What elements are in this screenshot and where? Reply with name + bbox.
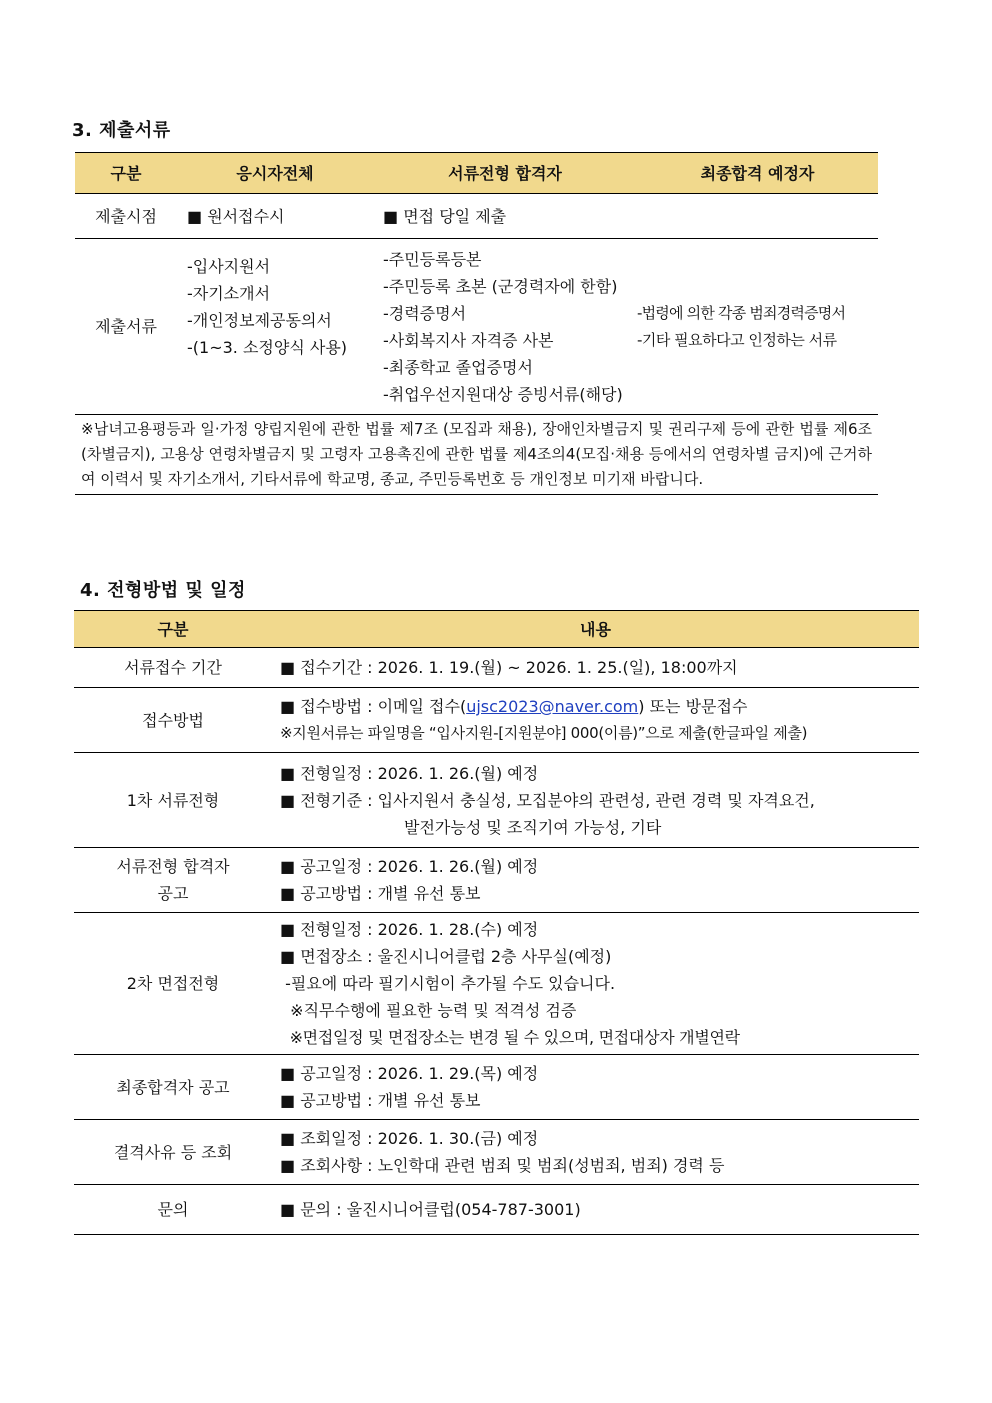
row-content: [272, 1185, 919, 1235]
cell-final-time: [637, 194, 878, 239]
list-item: -최종학교 졸업증명서: [383, 357, 533, 377]
table-row: [74, 753, 919, 848]
table-row: [74, 1185, 919, 1235]
list-item: ■ 조회일정 : 2026. 1. 30.(금) 예정: [280, 1129, 539, 1148]
list-item: ■ 전형기준 : 입사지원서 충실성, 모집분야의 관련성, 관련 경력 및 자격요건,: [280, 790, 815, 810]
list-item: ■ 조회사항 : 노인학대 관련 범죄 및 범죄(성범죄, 범죄) 경력 등: [280, 1156, 725, 1175]
list-item: -법령에 의한 각종 범죄경력증명서: [637, 303, 846, 322]
list-item: -입사지원서: [187, 257, 271, 276]
list-item: ※지원서류는 파일명을 “입사지원-[지원분야] 000(이름)”으로 제출(한글파일 제출): [280, 724, 808, 742]
table-row: [74, 648, 919, 688]
row-content: [272, 753, 919, 848]
table-row: [75, 194, 878, 239]
row-label-disqualification-check: 결격사유 등 조회: [74, 1120, 272, 1185]
row-label-inquiry: 문의: [74, 1185, 272, 1235]
row-content: [272, 1120, 919, 1185]
row-label-interview: 2차 면접전형: [74, 913, 272, 1055]
list-item: -자기소개서: [187, 284, 271, 303]
documents-table-header: [75, 153, 878, 194]
method-prefix: ■ 접수방법 : 이메일 접수(: [280, 697, 467, 716]
schedule-table-header: [74, 611, 919, 648]
list-item: ■ 전형일정 : 2026. 1. 26.(월) 예정: [280, 763, 539, 783]
row-content: [272, 648, 919, 688]
header-all-applicants: 응시자전체: [177, 153, 373, 194]
list-item: -경력증명서: [383, 303, 467, 323]
list-item: -개인정보제공동의서: [187, 311, 332, 330]
list-item: ■ 문의 : 울진시니어클럽(054-787-3001): [280, 1200, 581, 1219]
header-category: 구분: [74, 611, 272, 648]
row-label-document-pass-notice: [74, 848, 272, 913]
row-content: [272, 848, 919, 913]
label-line: 공고: [157, 884, 189, 903]
row-content: [272, 1055, 919, 1120]
section3-title: 3. 제출서류: [72, 120, 171, 141]
row-label-submission-time: 제출시점: [75, 194, 177, 239]
list-item: -주민등록 초본 (군경력자에 한함): [383, 276, 618, 296]
cell-docpass-documents: [373, 239, 637, 415]
row-label-application-method: 접수방법: [74, 688, 272, 753]
section4-title: 4. 전형방법 및 일정: [80, 580, 246, 601]
list-item: ■ 공고방법 : 개별 유선 통보: [280, 1091, 481, 1110]
list-item: ■ 공고일정 : 2026. 1. 29.(목) 예정: [280, 1064, 539, 1083]
privacy-note: ※남녀고용평등과 일·가정 양립지원에 관한 법률 제7조 (모집과 채용), 장애인차별금지 및 권리구제 등에 관한 법률 제6조(차별금지), 고용상 연령차별금지 및 고령자 고용촉진에 관한 법률 제4조의4(모집·채용 등에서의 연령차별 금지)에 근거하여 이력서 및 자기소개서, 기타서류에 학교명, 종교, 주민등록번호 등 개인정보 미기재 바랍니다.: [75, 415, 878, 495]
email-link[interactable]: ujsc2023@naver.com: [466, 697, 639, 716]
row-content: [272, 913, 919, 1055]
table-row: [74, 848, 919, 913]
list-item: [280, 693, 919, 720]
cell-all-time: ■ 원서접수시: [177, 194, 373, 239]
table-row: [75, 415, 878, 495]
header-document-pass: 서류전형 합격자: [373, 153, 637, 194]
schedule-table: [74, 610, 919, 1235]
header-category: 구분: [75, 153, 177, 194]
documents-table: [75, 152, 878, 495]
list-item: ■ 공고일정 : 2026. 1. 26.(월) 예정: [280, 857, 539, 876]
list-item: ■ 접수기간 : 2026. 1. 19.(월) ~ 2026. 1. 25.(일), 18:00까지: [280, 658, 738, 677]
row-label-final-notice: 최종합격자 공고: [74, 1055, 272, 1120]
list-item: -(1~3. 소정양식 사용): [187, 338, 348, 357]
list-item: ■ 공고방법 : 개별 유선 통보: [280, 884, 481, 903]
table-row: [74, 688, 919, 753]
list-item: ■ 전형일정 : 2026. 1. 28.(수) 예정: [280, 920, 539, 939]
label-line: 서류전형 합격자: [116, 857, 230, 876]
list-item: -사회복지사 자격증 사본: [383, 330, 554, 350]
table-row: [74, 1055, 919, 1120]
header-content: 내용: [272, 611, 919, 648]
method-suffix: ) 또는 방문접수: [638, 697, 748, 716]
cell-docpass-time: ■ 면접 당일 제출: [373, 194, 637, 239]
list-item: -기타 필요하다고 인정하는 서류: [637, 330, 837, 349]
header-final-candidates: 최종합격 예정자: [637, 153, 878, 194]
list-item: ■ 면접장소 : 울진시니어클럽 2층 사무실(예정): [280, 947, 612, 966]
list-item: -주민등록등본: [383, 249, 482, 269]
cell-all-documents: [177, 239, 373, 415]
list-item: ※면접일정 및 면접장소는 변경 될 수 있으며, 면접대상자 개별연락: [280, 1028, 740, 1047]
row-label-documents: 제출서류: [75, 239, 177, 415]
list-item: -취업우선지원대상 증빙서류(해당): [383, 384, 623, 404]
row-label-first-screening: 1차 서류전형: [74, 753, 272, 848]
list-item: 발전가능성 및 조직기여 가능성, 기타: [404, 817, 662, 837]
list-item: -필요에 따라 필기시험이 추가될 수도 있습니다.: [280, 974, 616, 993]
row-label-application-period: 서류접수 기간: [74, 648, 272, 688]
row-content: [272, 688, 919, 753]
list-item: ※직무수행에 필요한 능력 및 적격성 검증: [280, 1001, 577, 1020]
cell-final-documents: [637, 239, 878, 415]
table-row: [74, 913, 919, 1055]
table-row: [75, 239, 878, 415]
table-row: [74, 1120, 919, 1185]
